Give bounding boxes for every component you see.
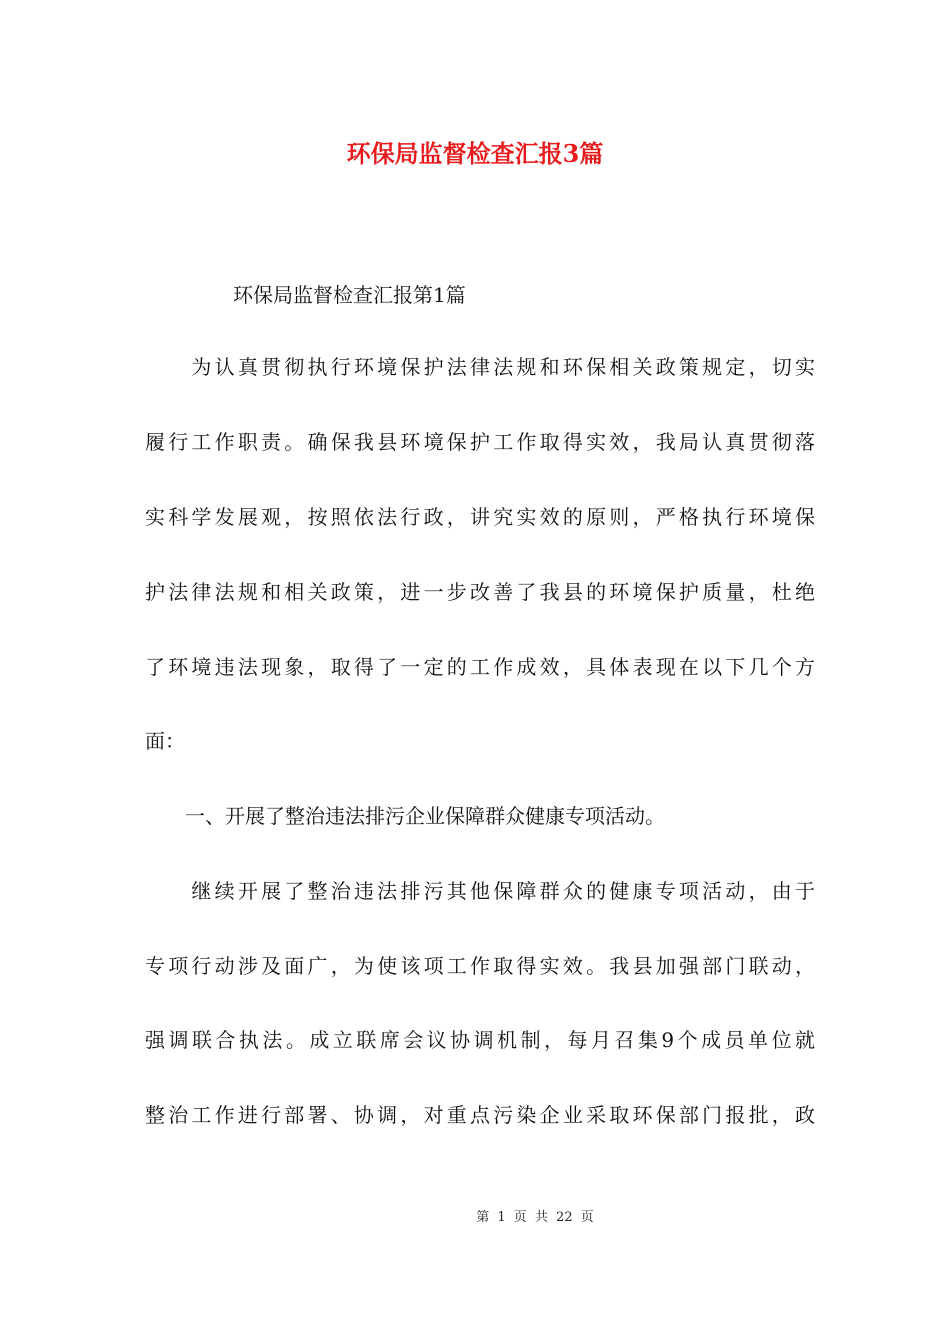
body-line: 整治工作进行部署、协调，对重点污染企业采取环保部门报批，政 <box>145 1103 815 1127</box>
body-line: 为认真贯彻执行环境保护法律法规和环保相关政策规定，切实 <box>145 355 815 379</box>
body-line: 强调联合执法。成立联席会议协调机制，每月召集9个成员单位就 <box>145 1028 815 1052</box>
list-item-heading: 一、开展了整治违法排污企业保障群众健康专项活动。 <box>145 804 665 828</box>
body-line: 面： <box>145 729 185 753</box>
body-line: 继续开展了整治违法排污其他保障群众的健康专项活动，由于 <box>145 879 815 903</box>
body-line: 专项行动涉及面广，为使该项工作取得实效。我县加强部门联动， <box>145 954 815 978</box>
section-heading: 环保局监督检查汇报第1篇 <box>233 283 466 307</box>
body-line: 护法律法规和相关政策，进一步改善了我县的环境保护质量，杜绝 <box>145 580 815 604</box>
document-title: 环保局监督检查汇报3篇 <box>346 139 604 168</box>
body-line: 履行工作职责。确保我县环境保护工作取得实效，我局认真贯彻落 <box>145 430 815 454</box>
body-line: 了环境违法现象，取得了一定的工作成效，具体表现在以下几个方 <box>145 655 815 679</box>
page-number-footer: 第 1 页 共 22 页 <box>476 1210 594 1225</box>
body-line: 实科学发展观，按照依法行政，讲究实效的原则，严格执行环境保 <box>145 505 815 529</box>
